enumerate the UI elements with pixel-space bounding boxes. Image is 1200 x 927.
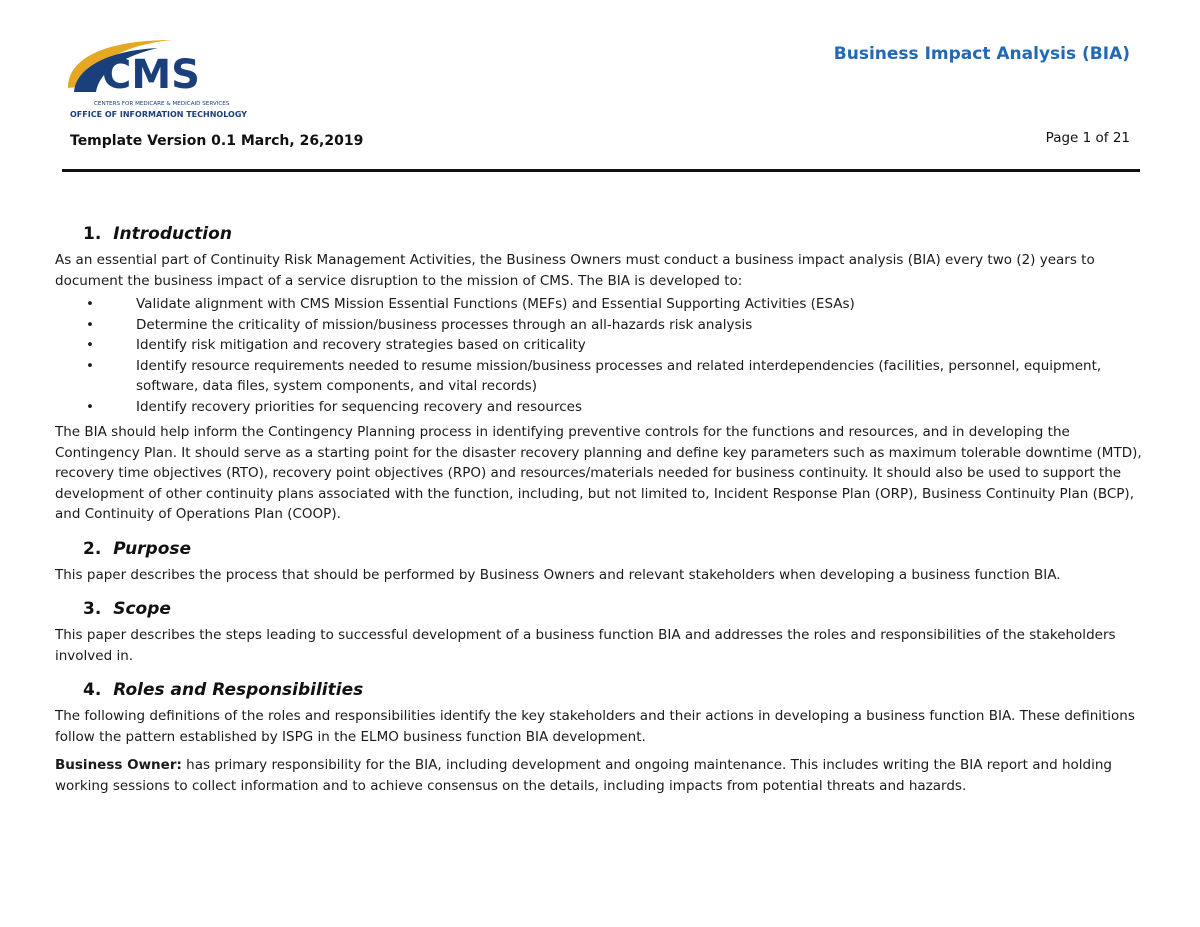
section-heading-purpose [83, 537, 1145, 561]
section-number: 3. [83, 599, 102, 619]
template-version: Template Version 0.1 March, 26,2019 [70, 133, 364, 149]
cms-logo [62, 36, 262, 122]
bullet-icon: • [86, 296, 94, 312]
list-item: • Identify risk mitigation and recovery strategies based on criticality [55, 335, 1145, 356]
bullet-icon: • [86, 316, 94, 333]
header-divider [62, 169, 1140, 172]
intro-paragraph-2: The BIA should help inform the Contingency Planning process in identifying preventive controls for the functions and resources, and in developing the Contingency Plan. It should serve as a starting point for the disaster recovery planning and define key parameters such as maximum tolerable downtime (MTD), recovery time objectives (RTO), recovery point objectives (RPO) and resources/materials needed for business continuity. It should also be used to support the development of other continuity plans associated with the function, including, but not limited to, Incident Response Plan (ORP), Business Continuity Plan (BCP), and Continuity of Operations Plan (COOP). [55, 424, 1142, 522]
roles-paragraph: The following definitions of the roles and responsibilities identify the key stakeholders and their actions in developing a business function BIA. These definitions follow the pattern established by ISPG in the ELMO business function BIA development. [55, 708, 1135, 745]
business-owner-label: Business Owner: [55, 757, 182, 773]
intro-paragraph: As an essential part of Continuity Risk Management Activities, the Business Owners must conduct a business impact analysis (BIA) every two (2) years to document the business impact of a service disruption to the mission of CMS. The BIA is developed to: [55, 252, 1095, 289]
bullet-icon: • [86, 398, 94, 415]
section-number: 4. [83, 680, 102, 700]
page-number: Page 1 of 21 [1045, 130, 1130, 146]
business-owner-paragraph [55, 755, 1145, 796]
document-title: Business Impact Analysis (BIA) [833, 44, 1130, 64]
logo-main-text: CMS [102, 52, 200, 98]
section-title: Scope [113, 599, 171, 619]
list-item: • Determine the criticality of mission/business processes through an all-hazards risk analysis [55, 315, 1145, 336]
section-roles [55, 678, 1145, 796]
purpose-paragraph: This paper describes the process that should be performed by Business Owners and relevant stakeholders when developing a business function BIA. [55, 566, 1061, 583]
section-heading-scope [83, 597, 1145, 621]
document-body [55, 222, 1145, 796]
list-item: • Identify recovery priorities for sequencing recovery and resources [55, 397, 1145, 418]
list-item: • Identify resource requirements needed to resume mission/business processes and related interdependencies (facilities, personnel, equipment, software, data files, system components, and vital records) [86, 357, 1102, 394]
section-title: Purpose [113, 538, 192, 559]
section-heading-introduction [83, 222, 1145, 246]
bullet-icon: • [86, 337, 94, 353]
cms-logo-graphic [62, 36, 262, 122]
intro-bullet-list [55, 294, 1145, 417]
logo-office-text: OFFICE OF INFORMATION TECHNOLOGY [70, 110, 248, 119]
bullet-icon: • [86, 357, 94, 374]
scope-paragraph: This paper describes the steps leading to successful development of a business function BIA and addresses the roles and responsibilities of the stakeholders involved in. [55, 627, 1116, 664]
logo-tagline: CENTERS FOR MEDICARE & MEDICAID SERVICES [94, 101, 230, 107]
section-title: Introduction [113, 224, 232, 244]
section-number: 2. [83, 538, 102, 559]
section-heading-roles [83, 678, 1145, 702]
section-number: 1. [83, 224, 102, 244]
section-scope [55, 597, 1145, 666]
section-title: Roles and Responsibilities [113, 680, 364, 700]
list-item: • Validate alignment with CMS Mission Essential Functions (MEFs) and Essential Supporting Activities (ESAs) [55, 294, 1145, 315]
business-owner-text: has primary responsibility for the BIA, including development and ongoing maintenance. This includes writing the BIA report and holding working sessions to collect information and to achieve consensus on the details, including impacts from potential threats and hazards. [55, 757, 1112, 794]
section-purpose [55, 537, 1145, 586]
